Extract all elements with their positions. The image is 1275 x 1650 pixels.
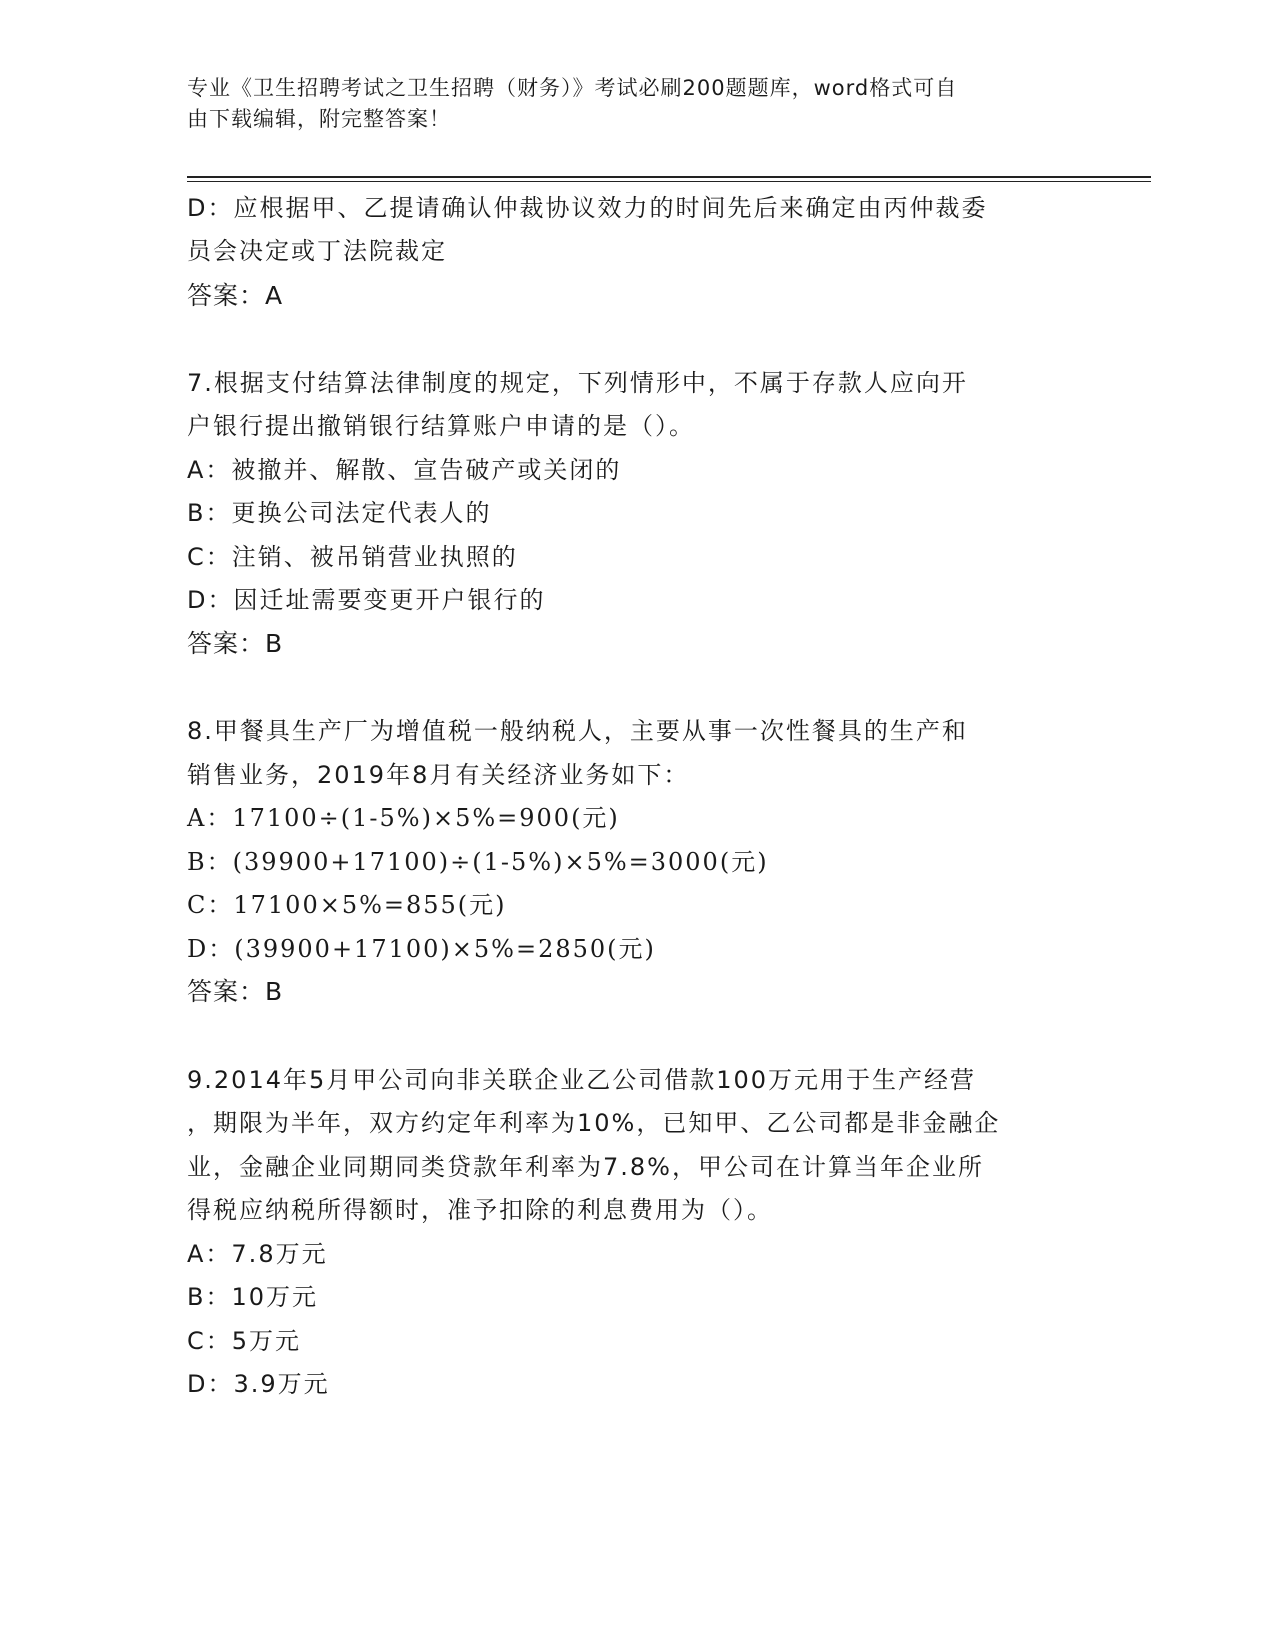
q8-stem-line-2: 销售业务，2019年8月有关经济业务如下： <box>187 761 690 789</box>
q8-option-a: A：17100÷(1-5%)×5%=900(元) <box>187 804 620 832</box>
q7-option-b: B：更换公司法定代表人的 <box>187 499 492 527</box>
q7-option-a: A：被撤并、解散、宣告破产或关闭的 <box>187 456 622 484</box>
q7-option-d: D：因迁址需要变更开户银行的 <box>187 586 546 614</box>
header-divider-thin <box>187 181 1151 182</box>
header-divider-thick <box>187 176 1151 178</box>
q9-option-d: D：3.9万元 <box>187 1370 330 1398</box>
q6-option-d-line-2: 员会决定或丁法院裁定 <box>187 237 447 265</box>
q9-stem-line-1: 9.2014年5月甲公司向非关联企业乙公司借款100万元用于生产经营 <box>187 1066 977 1094</box>
q7-stem-line-2: 户银行提出撤销银行结算账户申请的是（）。 <box>187 412 695 440</box>
q8-option-b: B：(39900+17100)÷(1-5%)×5%=3000(元) <box>187 848 769 876</box>
q9-stem-line-4: 得税应纳税所得额时，准予扣除的利息费用为（）。 <box>187 1196 773 1224</box>
header-line-2: 由下载编辑，附完整答案！ <box>187 107 451 131</box>
q9-stem-line-2: ，期限为半年，双方约定年利率为10%，已知甲、乙公司都是非金融企 <box>187 1109 1001 1137</box>
q8-stem-line-1: 8.甲餐具生产厂为增值税一般纳税人，主要从事一次性餐具的生产和 <box>187 717 968 745</box>
q6-option-d-line-1: D：应根据甲、乙提请确认仲裁协议效力的时间先后来确定由丙仲裁委 <box>187 194 988 222</box>
q7-stem-line-1: 7.根据支付结算法律制度的规定，下列情形中，不属于存款人应向开 <box>187 369 968 397</box>
q9-option-a: A：7.8万元 <box>187 1240 328 1268</box>
q8-option-d: D：(39900+17100)×5%=2850(元) <box>187 935 656 963</box>
q7-option-c: C：注销、被吊销营业执照的 <box>187 543 518 571</box>
q9-option-b: B：10万元 <box>187 1283 319 1311</box>
q9-stem-line-3: 业，金融企业同期同类贷款年利率为7.8%，甲公司在计算当年企业所 <box>187 1153 984 1181</box>
q8-option-c: C：17100×5%=855(元) <box>187 891 507 919</box>
q6-answer: 答案：A <box>187 281 284 310</box>
q9-option-c: C：5万元 <box>187 1327 302 1355</box>
q7-answer: 答案：B <box>187 629 284 658</box>
header-line-1: 专业《卫生招聘考试之卫生招聘（财务）》考试必刷200题题库，word格式可自 <box>187 76 958 100</box>
document-header <box>187 73 1067 135</box>
q8-answer: 答案：B <box>187 977 284 1006</box>
